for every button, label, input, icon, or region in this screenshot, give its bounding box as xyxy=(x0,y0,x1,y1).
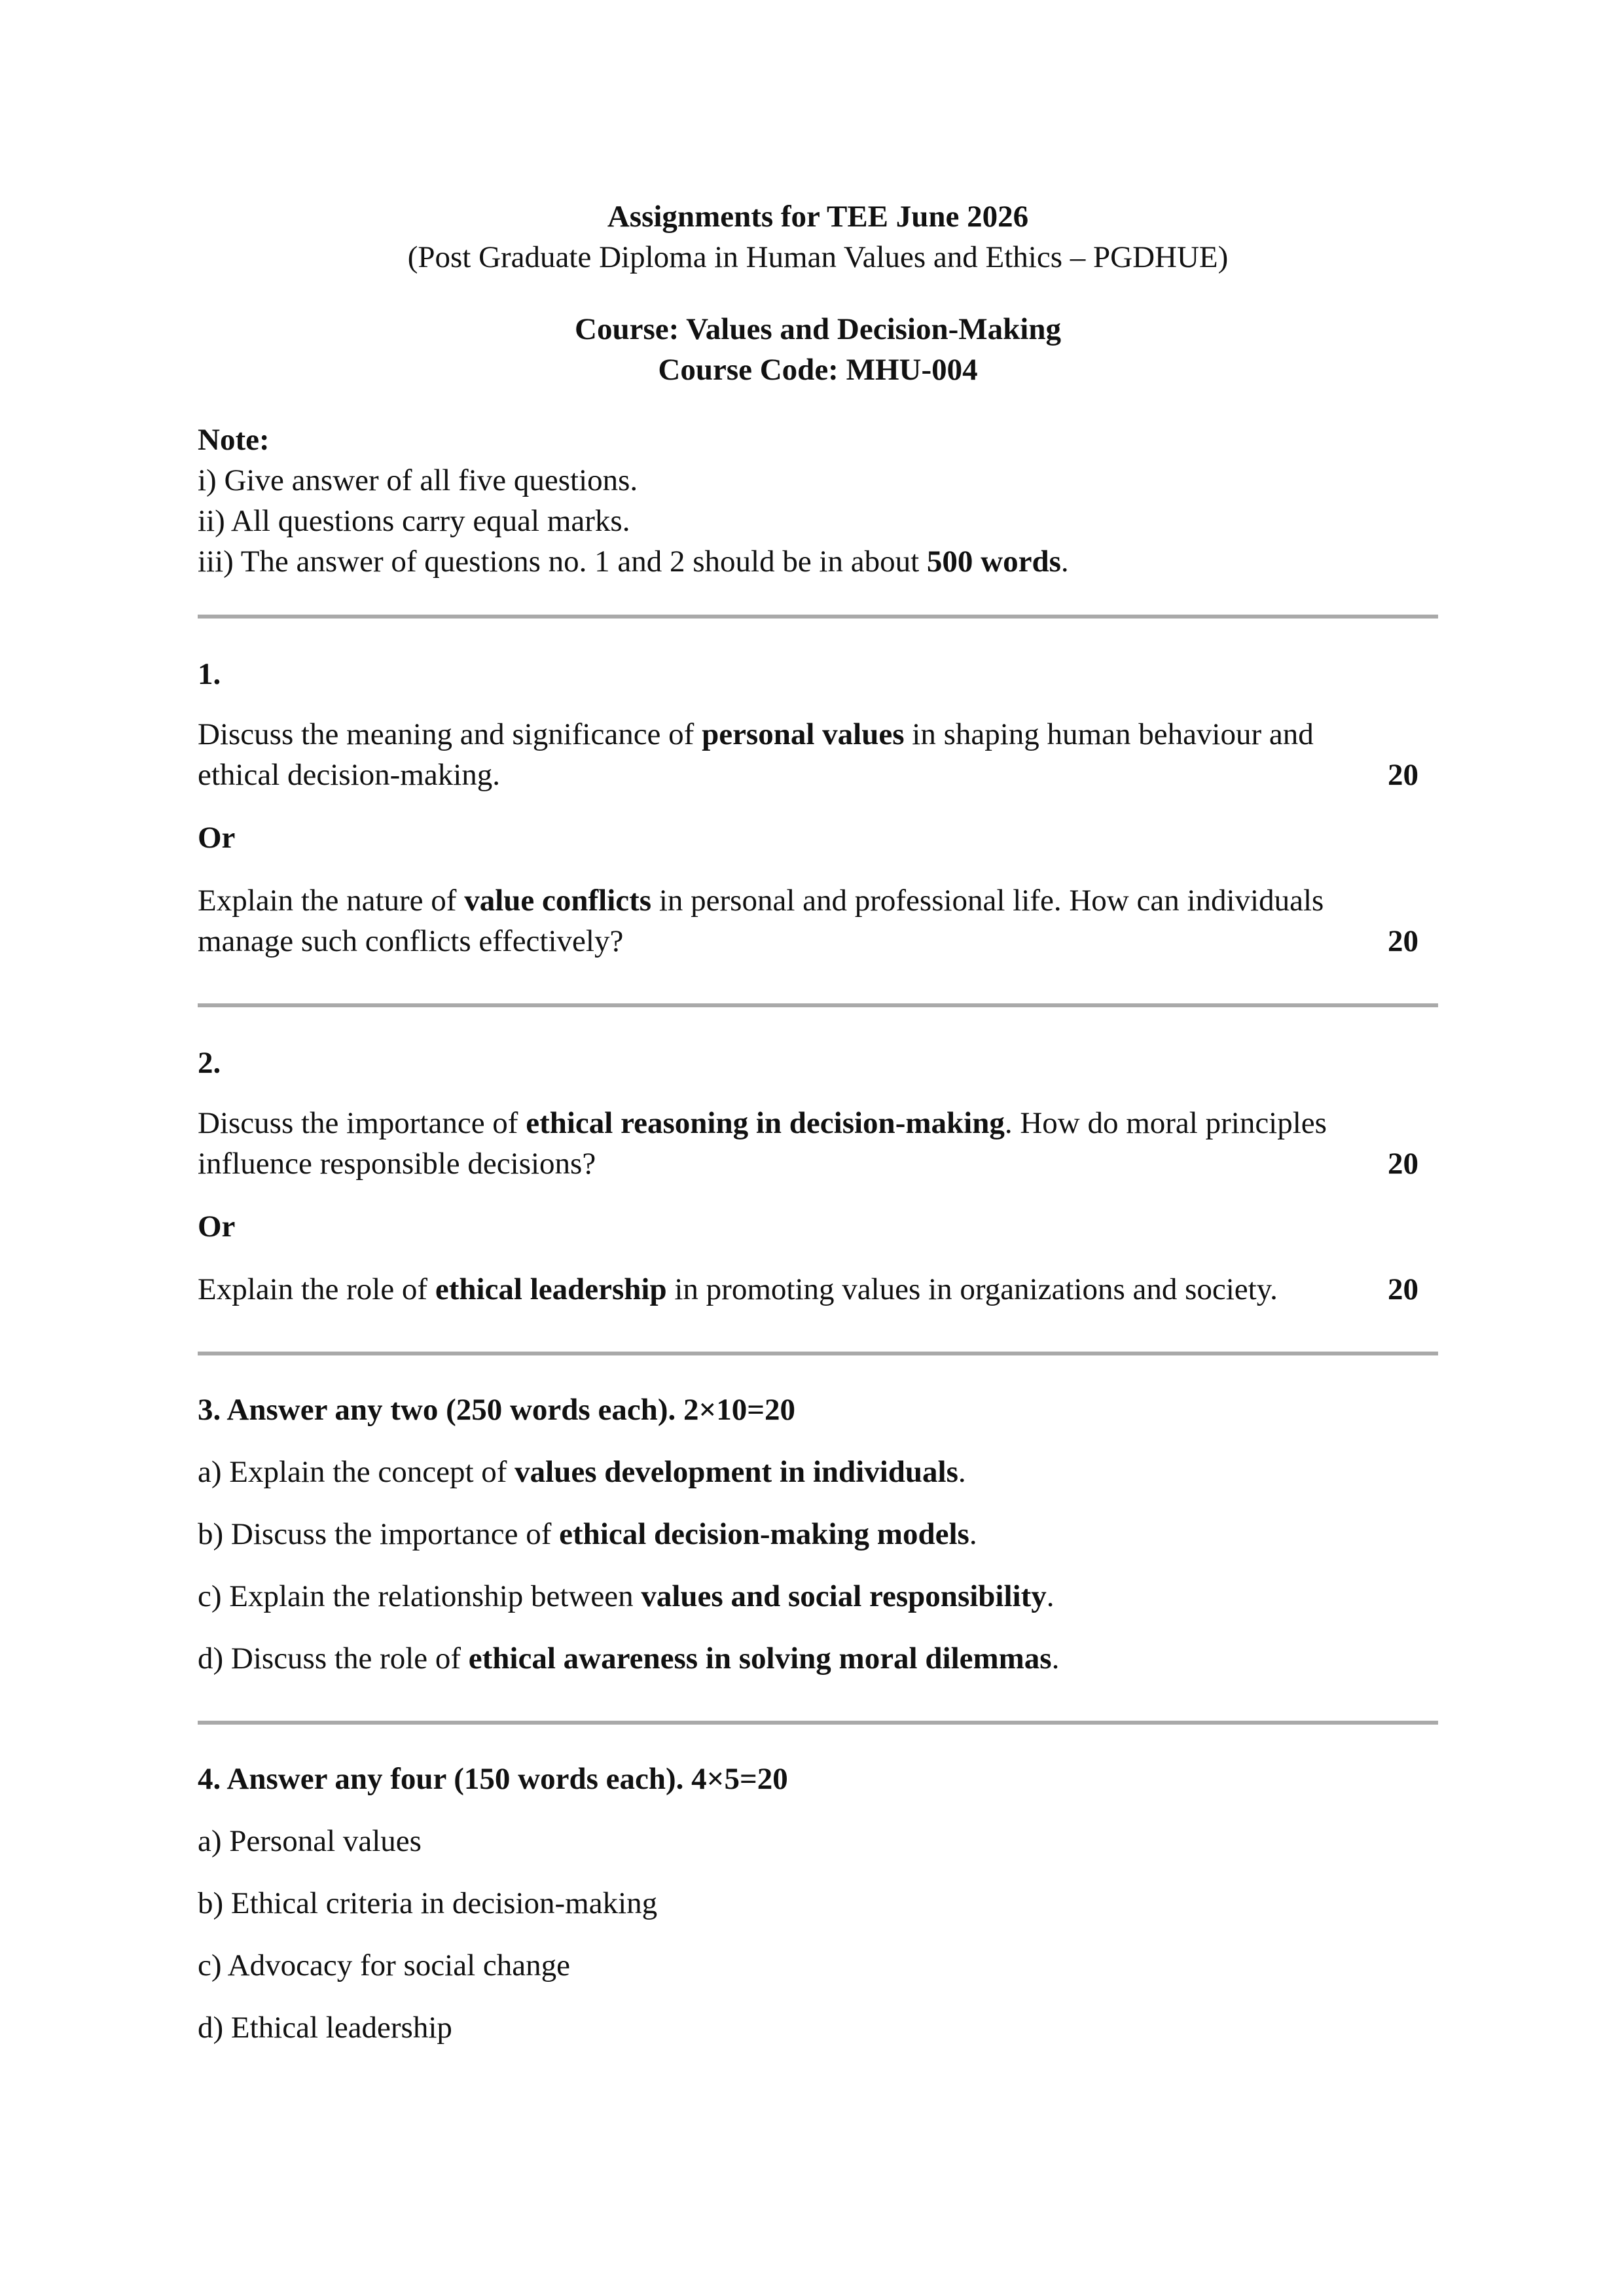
q2a-text-line2: influence responsible decisions? xyxy=(198,1147,596,1181)
q3a-emphasis: values development in individuals xyxy=(514,1455,958,1489)
note-item-3 xyxy=(198,541,1438,582)
q2b-text-end: in promoting values in organizations and society. xyxy=(666,1272,1278,1306)
document-title: Assignments for TEE June 2026 xyxy=(607,200,1029,234)
q2a-emphasis: ethical reasoning in decision-making xyxy=(526,1106,1005,1140)
q1b-marks: 20 xyxy=(1388,924,1418,958)
divider xyxy=(198,1352,1438,1355)
question-3d xyxy=(198,1638,1438,1679)
question-2-number: 2. xyxy=(198,1046,221,1080)
question-4c: c) Advocacy for social change xyxy=(198,1948,570,1982)
question-1b-line2 xyxy=(198,921,1438,961)
question-1a-line1 xyxy=(198,714,1438,755)
question-4d: d) Ethical leadership xyxy=(198,2011,452,2045)
q1a-text: Discuss the meaning and significance of xyxy=(198,717,702,751)
note-item-1: i) Give answer of all five questions. xyxy=(198,463,638,497)
question-1 xyxy=(198,654,1438,961)
q2a-marks: 20 xyxy=(1388,1147,1418,1181)
q3b-end: . xyxy=(969,1517,977,1551)
q1b-emphasis: value conflicts xyxy=(464,884,652,918)
question-3 xyxy=(198,1390,1438,1679)
q2b-sentence xyxy=(198,1269,1278,1310)
q2b-text: Explain the role of xyxy=(198,1272,435,1306)
q1a-emphasis: personal values xyxy=(702,717,905,751)
divider xyxy=(198,1003,1438,1007)
course-code: Course Code: MHU-004 xyxy=(658,353,978,387)
question-2b-line1 xyxy=(198,1269,1438,1310)
note-item-3-end: . xyxy=(1060,545,1069,579)
note-section xyxy=(198,420,1438,582)
note-heading: Note: xyxy=(198,423,270,457)
q1a-text-line2: ethical decision-making. xyxy=(198,758,501,792)
q1b-text-line2: manage such conflicts effectively? xyxy=(198,924,624,958)
question-4 xyxy=(198,1759,1438,2048)
q3d-end: . xyxy=(1051,1641,1060,1676)
q3c-end: . xyxy=(1046,1579,1055,1613)
question-4-heading: 4. Answer any four (150 words each). 4×5=20 xyxy=(198,1762,788,1796)
question-2a-line2 xyxy=(198,1143,1438,1184)
note-item-3-emphasis: 500 words xyxy=(926,545,1061,579)
q1a-marks: 20 xyxy=(1388,758,1418,792)
q3a-text: a) Explain the concept of xyxy=(198,1455,515,1489)
question-3-heading: 3. Answer any two (250 words each). 2×10=20 xyxy=(198,1393,796,1427)
question-3c xyxy=(198,1576,1438,1617)
q2a-text-end: . How do moral principles xyxy=(1004,1106,1327,1140)
q1b-text-end: in personal and professional life. How can individuals xyxy=(651,884,1324,918)
question-2a-line1 xyxy=(198,1103,1438,1143)
question-3b xyxy=(198,1514,1438,1554)
course-name: Course: Values and Decision-Making xyxy=(575,312,1061,346)
document-header xyxy=(198,196,1438,278)
question-4b: b) Ethical criteria in decision-making xyxy=(198,1886,658,1920)
question-1b-line1 xyxy=(198,880,1438,921)
document-subtitle: (Post Graduate Diploma in Human Values and Ethics – PGDHUE) xyxy=(407,240,1229,274)
q3c-text: c) Explain the relationship between xyxy=(198,1579,641,1613)
question-2 xyxy=(198,1043,1438,1310)
q3d-emphasis: ethical awareness in solving moral dilemmas xyxy=(468,1641,1052,1676)
note-item-2: ii) All questions carry equal marks. xyxy=(198,504,630,538)
q3d-text: d) Discuss the role of xyxy=(198,1641,469,1676)
question-1a-line2 xyxy=(198,755,1438,795)
q1a-text-end: in shaping human behaviour and xyxy=(904,717,1314,751)
q1b-text: Explain the nature of xyxy=(198,884,465,918)
q3c-emphasis: values and social responsibility xyxy=(641,1579,1047,1613)
q2b-marks: 20 xyxy=(1388,1272,1418,1306)
divider xyxy=(198,1721,1438,1725)
question-3a xyxy=(198,1452,1438,1492)
question-4a: a) Personal values xyxy=(198,1824,422,1858)
divider xyxy=(198,615,1438,619)
question-1-number: 1. xyxy=(198,657,221,691)
question-1-or: Or xyxy=(198,821,236,855)
q2b-emphasis: ethical leadership xyxy=(435,1272,667,1306)
q2a-text: Discuss the importance of xyxy=(198,1106,526,1140)
course-info xyxy=(198,309,1438,390)
assignment-page xyxy=(198,196,1438,2048)
q3b-emphasis: ethical decision-making models xyxy=(559,1517,969,1551)
q3a-end: . xyxy=(958,1455,966,1489)
note-item-3-text: iii) The answer of questions no. 1 and 2 should be in about xyxy=(198,545,927,579)
q3b-text: b) Discuss the importance of xyxy=(198,1517,560,1551)
question-2-or: Or xyxy=(198,1210,236,1244)
